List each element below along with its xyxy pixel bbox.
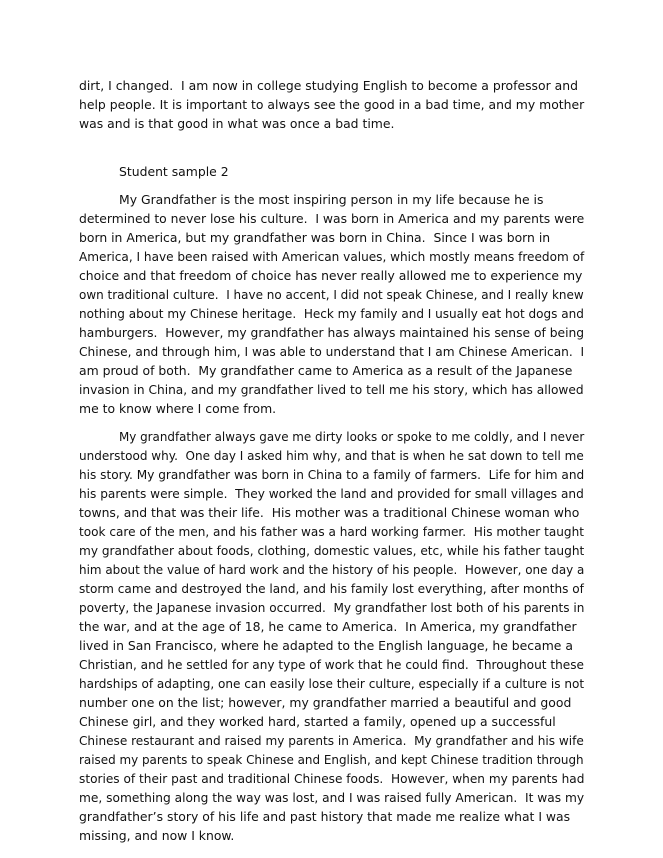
paragraph-line: lived in San Francisco, where he adapted to the English language, he became a (79, 638, 573, 653)
paragraph-line: towns, and that was their life. His mother was a traditional Chinese woman who (79, 505, 580, 520)
paragraph-line: storm came and destroyed the land, and his family lost everything, after months of (79, 581, 584, 596)
paragraph-line: my grandfather about foods, clothing, domestic values, etc, while his father taught (79, 543, 585, 558)
paragraph-line: grandfather’s story of his life and past history that made me realize what I was (79, 809, 571, 824)
paragraph-line: him about the value of hard work and the history of his people. However, one day a (79, 562, 585, 577)
paragraph-line: hamburgers. However, my grandfather has always maintained his sense of being (79, 325, 585, 340)
intro-line: was and is that good in what was once a bad time. (79, 116, 395, 131)
paragraph-line: own traditional culture. I have no accent, I did not speak Chinese, and I really knew (79, 287, 584, 302)
intro-line: dirt, I changed. I am now in college studying English to become a professor and (79, 78, 578, 93)
paragraph-line: poverty, the Japanese invasion occurred. My grandfather lost both of his parents in (79, 600, 585, 615)
paragraph-line: My grandfather always gave me dirty looks or spoke to me coldly, and I never (119, 429, 585, 444)
paragraph-line: nothing about my Chinese heritage. Heck my family and I usually eat hot dogs and (79, 306, 584, 321)
paragraph-line: me to know where I come from. (79, 401, 277, 416)
paragraph-line: raised my parents to speak Chinese and English, and kept Chinese tradition through (79, 752, 584, 767)
paragraph-line: hardships of adapting, one can easily lose their culture, especially if a culture is not (79, 676, 585, 691)
paragraph-line: America, I have been raised with American values, which mostly means freedom of (79, 249, 585, 264)
paragraph-line: Chinese girl, and they worked hard, started a family, opened up a successful (79, 714, 556, 729)
paragraph-line: Christian, and he settled for any type of work that he could find. Throughout these (79, 657, 584, 672)
paragraph-line: took care of the men, and his father was a hard working farmer. His mother taught (79, 524, 584, 539)
paragraph-line: understood why. One day I asked him why, and that is when he sat down to tell me (79, 448, 584, 463)
paragraph-line: number one on the list; however, my grandfather married a beautiful and good (79, 695, 572, 710)
paragraph-line: am proud of both. My grandfather came to America as a result of the Japanese (79, 363, 573, 378)
paragraph-line: stories of their past and traditional Chinese foods. However, when my parents had (79, 771, 585, 786)
paragraph-line: Chinese, and through him, I was able to understand that I am Chinese American. I (79, 344, 585, 359)
paragraph-line: his story. My grandfather was born in China to a family of farmers. Life for him and (79, 467, 585, 482)
intro-line: help people. It is important to always see the good in a bad time, and my mother (79, 97, 585, 112)
paragraph-line: born in America, but my grandfather was born in China. Since I was born in (79, 230, 551, 245)
section-heading: Student sample 2 (119, 164, 229, 179)
paragraph-line: his parents were simple. They worked the land and provided for small villages and (79, 486, 584, 501)
paragraph-line: the war, and at the age of 18, he came to America. In America, my grandfather (79, 619, 577, 634)
paragraph-line: My Grandfather is the most inspiring person in my life because he is (119, 192, 544, 207)
paragraph-line: missing, and now I know. (79, 828, 235, 843)
paragraph-line: invasion in China, and my grandfather lived to tell me his story, which has allowed (79, 382, 584, 397)
paragraph-line: choice and that freedom of choice has never really allowed me to experience my (79, 268, 583, 283)
paragraph-line: me, something along the way was lost, and I was raised fully American. It was my (79, 790, 585, 805)
paragraph-line: determined to never lose his culture. I was born in America and my parents were (79, 211, 585, 226)
paragraph-line: Chinese restaurant and raised my parents in America. My grandfather and his wife (79, 733, 584, 748)
